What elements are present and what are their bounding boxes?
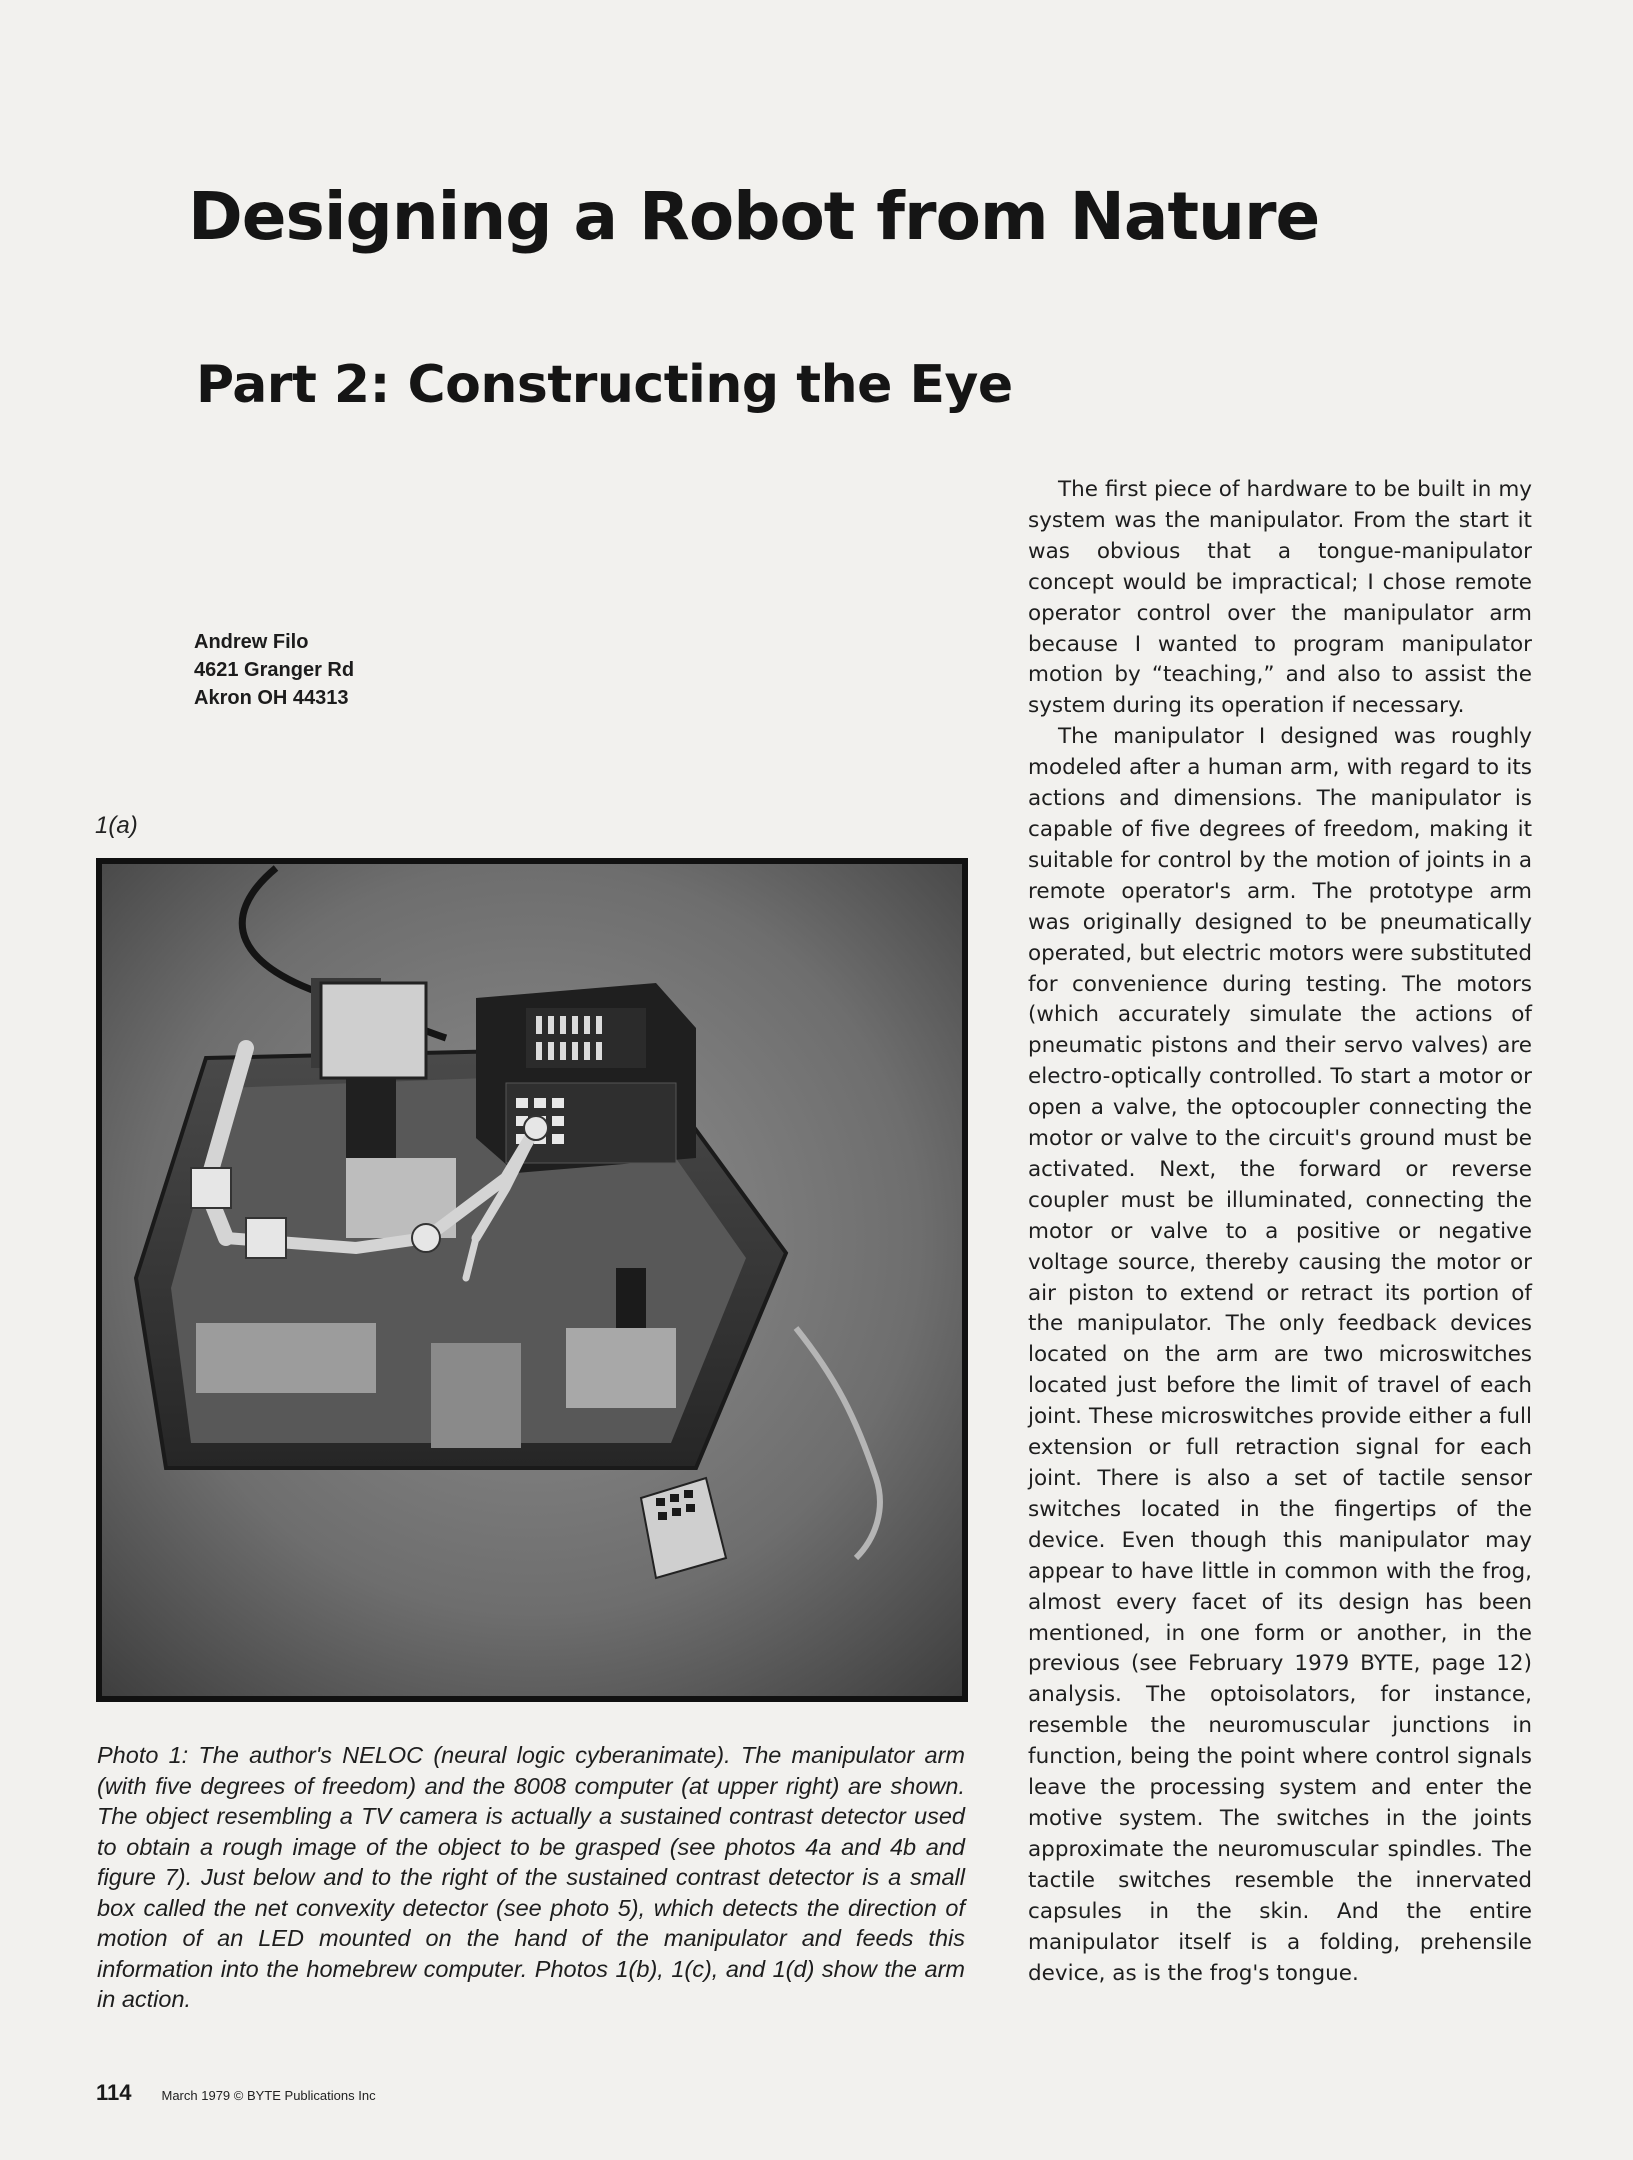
block-left [196, 1323, 376, 1393]
convexity-detector [616, 1268, 646, 1328]
photo-caption: Photo 1: The author's NELOC (neural logic cyberanimate). The manipulator arm (with five degrees of freedom) and the 8008 computer (at upper right) are shown. The object resembling a TV camera is actually a sustained contrast detector used to obtain a rough image of the object to be grasped (see photos 4a and 4b and figure 7). Just below and to the right of the sustained contrast detector is a small box called the net convexity detector (see photo 5), which detects the direction of motion of an LED mounted on the hand of the manipulator and feeds this information into the homebrew computer. Photos 1(b), 1(c), and 1(d) show the arm in action. [97, 1742, 965, 2012]
article-body [1028, 475, 1532, 1989]
page-footer [96, 2080, 376, 2106]
body-paragraph-1: The first piece of hardware to be built in my system was the manipulator. From the start it was obvious that a tongue-manipulator concept would be impractical; I chose remote operator control over the manipulator arm because I wanted to program manipulator motion by “teaching,” and also to assist the system during its operation if necessary. [1028, 477, 1532, 719]
page-number: 114 [96, 2080, 132, 2105]
block-center [431, 1343, 521, 1448]
block-right [566, 1328, 676, 1408]
photo-robot-arm [96, 858, 968, 1702]
contrast-detector [321, 983, 426, 1078]
article-subtitle: Part 2: Constructing the Eye [196, 355, 1013, 415]
author-city: Akron OH 44313 [194, 687, 349, 709]
author-name: Andrew Filo [194, 631, 309, 653]
body-paragraph-2: The manipulator I designed was roughly modeled after a human arm, with regard to its actions and dimensions. The manipulator is capable of five degrees of freedom, making it suitable for control by the motion of joints in a remote operator's arm. The prototype arm was originally designed to be pneumatically operated, but electric motors were substituted for convenience during testing. The motors (which accurately simulate the actions of pneumatic pistons and their servo valves) are electro-optically controlled. To start a motor or open a valve, the optocoupler connecting the motor or valve to the circuit's ground must be activated. Next, the forward or reverse coupler must be illuminated, connecting the motor or valve to a positive or negative voltage source, thereby causing the motor or air piston to extend or retract its portion of the manipulator. The only feedback devices located on the arm are two microswitches located just before the limit of travel of each joint. These microswitches provide either a full extension or full retraction signal for each joint. There is also a set of tactile sensor switches located in the fingertips of the device. Even though this manipulator may appear to have little in common with the frog, almost every facet of its design has been mentioned, in one form or another, in the previous (see February 1979 BYTE, page 12) analysis. The optoisolators, for instance, resemble the neuromuscular junctions in function, being the point where control signals leave the processing system and enter the motive system. The switches in the joints approximate the neuromuscular spindles. The tactile switches resemble the innervated capsules in the skin. And the entire manipulator itself is a folding, prehensile device, as is the frog's tongue. [1028, 724, 1532, 1986]
photo-label: 1(a) [95, 812, 138, 839]
author-street: 4621 Granger Rd [194, 659, 355, 681]
article-title: Designing a Robot from Nature [188, 178, 1320, 255]
author-block [194, 628, 354, 712]
detector-stand [346, 1078, 396, 1158]
photo-illustration [96, 858, 968, 1702]
publication-credit: March 1979 © BYTE Publications Inc [161, 2088, 376, 2103]
